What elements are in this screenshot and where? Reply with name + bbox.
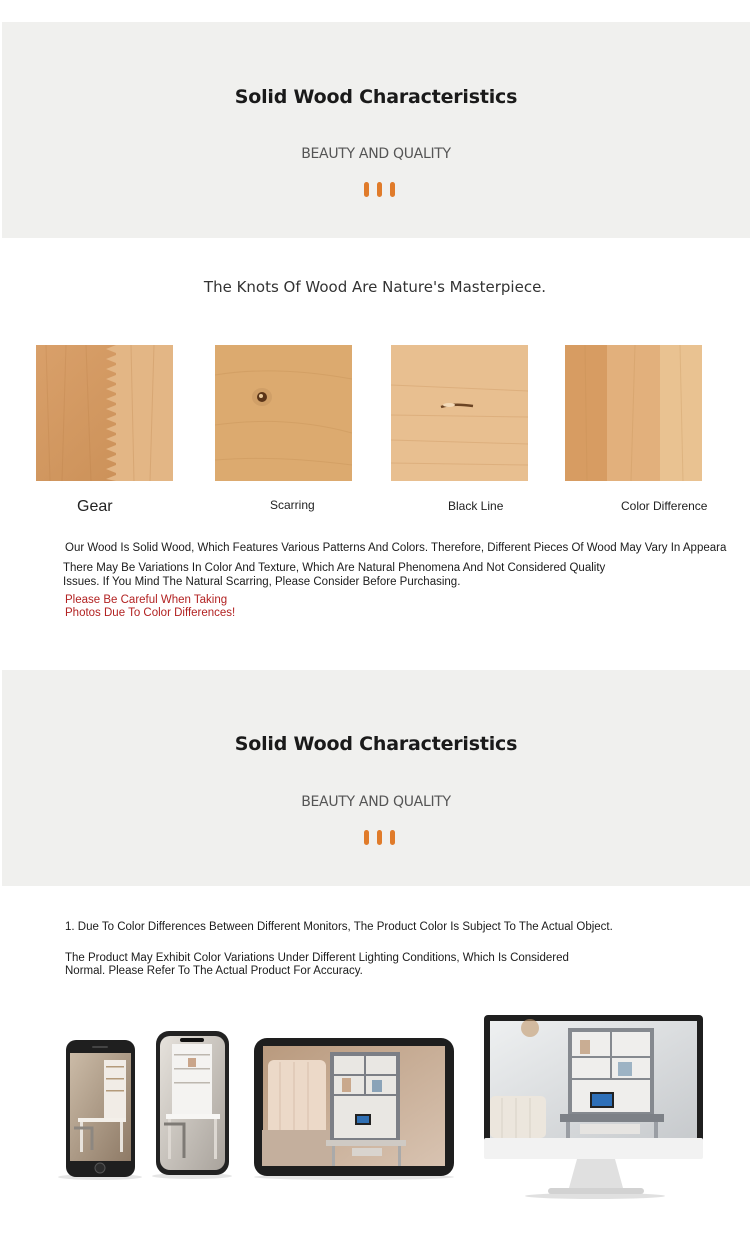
desktop-monitor-device	[484, 1015, 703, 1194]
tagline: The Knots Of Wood Are Nature's Masterpiece.	[203, 278, 547, 296]
color-note-line-2: The Product May Exhibit Color Variations Under Different Lighting Conditions, Which Is Considered	[65, 952, 569, 964]
section-subtitle: BEAUTY AND QUALITY	[301, 794, 451, 810]
accent-bars-icon	[364, 830, 396, 846]
notice-line-3: Issues. If You Mind The Natural Scarring, Please Consider Before Purchasing.	[63, 576, 461, 588]
wood-sample-label: Black Line	[448, 499, 504, 513]
color-note-line-3: Normal. Please Refer To The Actual Product For Accuracy.	[65, 965, 363, 977]
notice-line-2: There May Be Variations In Color And Texture, Which Are Natural Phenomena And Not Considered Quality	[63, 562, 606, 574]
wood-sample-black-line-image	[391, 345, 528, 481]
phone-device-1	[66, 1040, 135, 1177]
notice-line-1: Our Wood Is Solid Wood, Which Features Various Patterns And Colors. Therefore, Different Pieces Of Wood May Vary In Appeara	[65, 542, 727, 554]
section-title: Solid Wood Characteristics	[234, 733, 518, 755]
tablet-device	[254, 1038, 454, 1176]
wood-sample-scarring-image	[215, 345, 352, 481]
wood-sample-label: Scarring	[270, 498, 315, 512]
warning-line-1: Please Be Careful When Taking	[65, 594, 228, 606]
section-banner-2	[2, 670, 750, 886]
phone-device-2	[156, 1031, 229, 1175]
color-note-line-1: 1. Due To Color Differences Between Different Monitors, The Product Color Is Subject To The Actual Object.	[65, 921, 613, 933]
section-banner-1	[2, 22, 750, 238]
wood-sample-gear-image	[36, 345, 173, 481]
wood-sample-label: Color Difference	[621, 499, 708, 513]
accent-bars-icon	[364, 182, 396, 198]
wood-sample-label: Gear	[77, 498, 113, 515]
devices-illustration	[0, 1000, 750, 1210]
section-title: Solid Wood Characteristics	[234, 86, 518, 108]
warning-line-2: Photos Due To Color Differences!	[65, 607, 236, 619]
section-subtitle: BEAUTY AND QUALITY	[301, 146, 451, 162]
wood-sample-color-difference-image	[565, 345, 702, 481]
